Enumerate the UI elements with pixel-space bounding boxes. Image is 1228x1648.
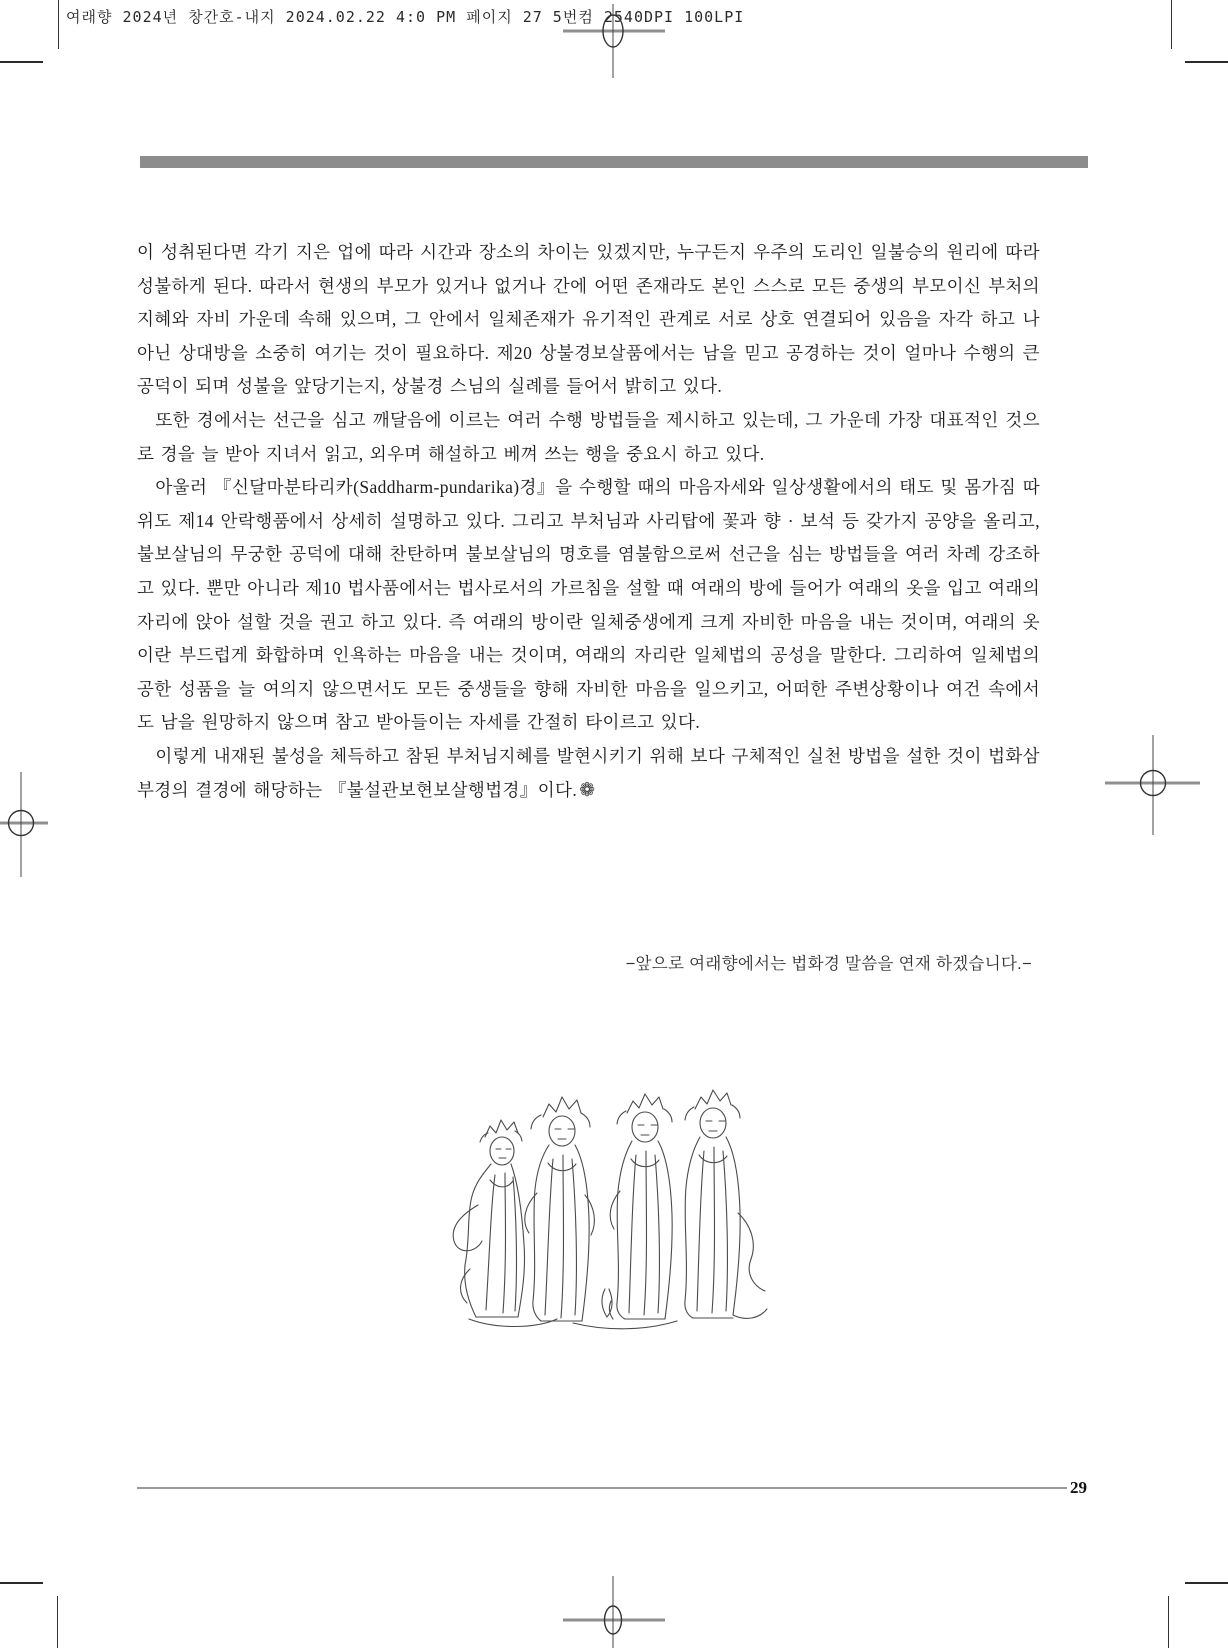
paragraph: 아울러 『신달마분타리카(Saddharm-pundarika)경』을 수행할 때의 마음자세와 일상생활에서의 태도 및 몸가짐 따위도 제14 안락행품에서 상세히 설명하고 있다. 그리고 부처님과 사리탑에 꽃과 향 · 보석 등 갖가지 공양을 올리고, 불보살님의 무궁한 공덕에 대해 찬탄하며 불보살님의 명호를 염불함으로써 선근을 심는 방법들을 여러 차례 강조하고 있다. 뿐만 아니라 제10 법사품에서는 법사로서의 가르침을 설할 때 여래의 방에 들어가 여래의 옷을 입고 여래의 자리에 앉아 설할 것을 권고 하고 있다. 즉 여래의 방이란 일체중생에게 크게 자비한 마음을 내는 것이며, 여래의 옷이란 부드럽게 화합하며 인욕하는 마음을 내는 것이며, 여래의 자리란 일체법의 공성을 말한다. 그리하여 일체법의 공한 성품을 늘 여의지 않으면서도 모든 중생들을 향해 자비한 마음을 일으키고, 어떠한 주변상황이나 여건 속에서도 남을 원망하지 않으며 참고 받아들이는 자세를 간절히 타이르고 있다. <box>137 477 1040 733</box>
bodhisattva-figure-1 <box>453 1120 524 1317</box>
crop-mark-bottom-left-vertical <box>57 1596 58 1648</box>
article-body <box>137 236 1040 807</box>
crop-mark-bottom-right-vertical <box>1168 1596 1169 1648</box>
page-number: 29 <box>1070 1478 1087 1497</box>
flame-squiggle <box>602 1289 613 1319</box>
registration-mark-top <box>558 0 670 80</box>
paragraph: 이렇게 내재된 불성을 체득하고 참된 부처님지혜를 발현시키기 위해 보다 구체적인 실천 방법을 설한 것이 법화삼부경의 결경에 해당하는 『불설관보현보살행법경』이다. ❁ <box>137 745 1040 801</box>
crop-mark-top-left-vertical <box>58 0 59 49</box>
lotus-ornament-icon: ❁ <box>579 779 596 801</box>
accent-bar <box>140 156 1088 168</box>
bodhisattva-figure-3 <box>610 1094 672 1319</box>
footer-rule <box>137 1487 1067 1489</box>
registration-mark-right <box>1100 730 1210 840</box>
crop-mark-top-right-dash <box>1185 61 1228 63</box>
crop-mark-bottom-left-dash <box>0 1582 43 1584</box>
paragraph: 이 성취된다면 각기 지은 업에 따라 시간과 장소의 차이는 있겠지만, 누구든지 우주의 도리인 일불승의 원리에 따라 성불하게 된다. 따라서 현생의 부모가 있거나 없거나 간에 어떤 존재라도 본인 스스로 모든 중생의 부모이신 부처의 지혜와 자비 가운데 속해 있으며, 그 안에서 일체존재가 유기적인 관계로 서로 상호 연결되어 있음을 자각 하고 나 아닌 상대방을 소중히 여기는 것이 필요하다. 제20 상불경보살품에서는 남을 믿고 공경하는 것이 얼마나 수행의 큰 공덕이 되며 성불을 앞당기는지, 상불경 스님의 실례를 들어서 밝히고 있다. <box>137 242 1040 397</box>
four-bodhisattvas-illustration <box>445 1063 775 1333</box>
registration-mark-bottom <box>558 1568 670 1648</box>
crop-mark-bottom-right-dash <box>1185 1582 1228 1584</box>
bodhisattva-figure-4 <box>685 1090 767 1318</box>
paragraph: 또한 경에서는 선근을 심고 깨달음에 이르는 여러 수행 방법들을 제시하고 있는데, 그 가운데 가장 대표적인 것으로 경을 늘 받아 지녀서 읽고, 외우며 해설하고 베껴 쓰는 행을 중요시 하고 있다. <box>137 409 1040 464</box>
registration-mark-left <box>0 765 60 885</box>
crop-mark-top-right-vertical <box>1171 0 1172 49</box>
crop-mark-top-left-dash <box>0 61 43 63</box>
bodhisattva-figure-2 <box>525 1097 595 1321</box>
closing-note: −앞으로 여래향에서는 법화경 말씀을 연재 하겠습니다.− <box>625 955 1032 973</box>
print-slug: 여래향 2024년 창간호-내지 2024.02.22 4:0 PM 페이지 27 5번컴 2540DPI 100LPI <box>66 8 745 26</box>
footer <box>137 1478 1087 1498</box>
